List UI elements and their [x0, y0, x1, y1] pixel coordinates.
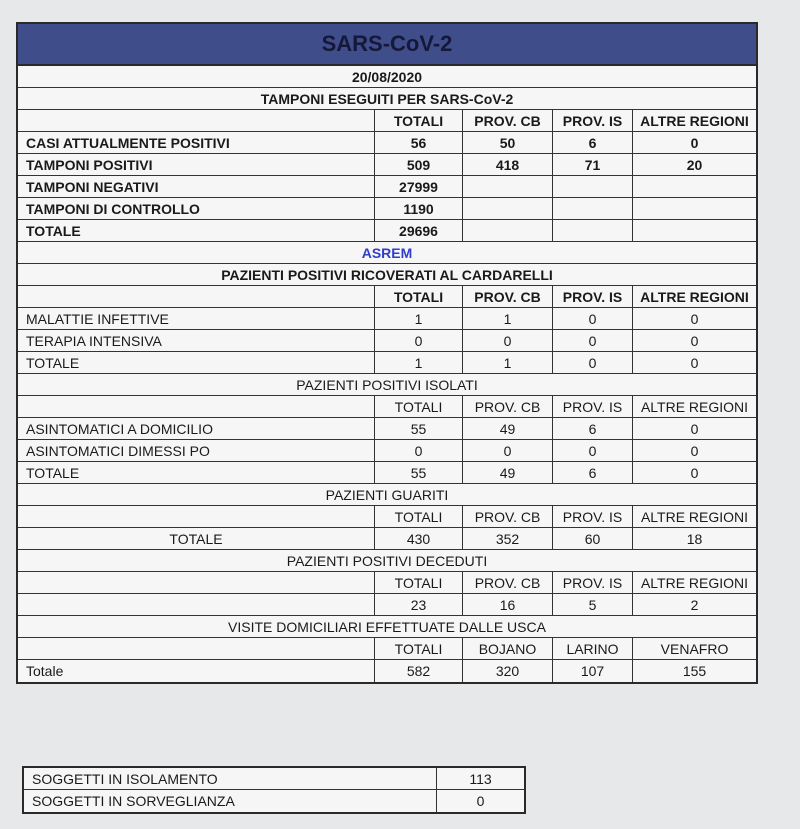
- table-row: [18, 330, 756, 352]
- covid-report-table: [16, 22, 758, 684]
- cell-is: 6: [552, 418, 632, 439]
- cell-cb: 1: [462, 308, 552, 329]
- cell-bojano: 320: [462, 660, 552, 682]
- cell-altre: [632, 198, 756, 219]
- cell-altre: 0: [632, 440, 756, 461]
- asrem-row: [18, 242, 756, 264]
- table-row: [18, 418, 756, 440]
- column-header-row: [18, 506, 756, 528]
- cell-totali: 29696: [374, 220, 462, 241]
- table-row: [18, 440, 756, 462]
- header-spacer: [18, 638, 374, 659]
- cell-is: [552, 176, 632, 197]
- section-heading: [18, 264, 756, 286]
- isolati-heading: PAZIENTI POSITIVI ISOLATI: [296, 376, 478, 393]
- cell-totali: 509: [374, 154, 462, 175]
- report-date: 20/08/2020: [351, 68, 423, 85]
- cell-is: [552, 198, 632, 219]
- header-spacer: [18, 286, 374, 307]
- col-header: PROV. IS: [552, 572, 632, 593]
- table-row: [24, 768, 524, 790]
- row-label: [18, 594, 374, 615]
- cell-is: [552, 220, 632, 241]
- cell-cb: 1: [462, 352, 552, 373]
- col-header: TOTALI: [374, 638, 462, 659]
- cell-totali: 0: [374, 330, 462, 351]
- col-header: ALTRE REGIONI: [632, 506, 756, 527]
- row-label: MALATTIE INFETTIVE: [26, 310, 169, 327]
- column-header-row: [18, 110, 756, 132]
- soggetti-table: [22, 766, 526, 814]
- cell-totali: 23: [374, 594, 462, 615]
- table-row: [18, 308, 756, 330]
- column-header-row: [18, 572, 756, 594]
- cell-totali: 55: [374, 462, 462, 483]
- deceduti-heading: PAZIENTI POSITIVI DECEDUTI: [286, 552, 488, 569]
- cell-altre: [632, 176, 756, 197]
- table-row: [18, 352, 756, 374]
- col-header: PROV. CB: [462, 110, 552, 131]
- col-header: ALTRE REGIONI: [632, 286, 756, 307]
- cell-altre: 0: [632, 352, 756, 373]
- asrem-label: ASREM: [361, 244, 413, 261]
- cell-altre: 18: [632, 528, 756, 549]
- row-label: TOTALE: [26, 354, 80, 371]
- col-header: TOTALI: [374, 110, 462, 131]
- table-row: [18, 176, 756, 198]
- cell-is: 0: [552, 440, 632, 461]
- table-row: [24, 790, 524, 812]
- header-spacer: [18, 506, 374, 527]
- cell-cb: 0: [462, 440, 552, 461]
- row-label: ASINTOMATICI DIMESSI PO: [26, 442, 210, 459]
- guariti-heading: PAZIENTI GUARITI: [325, 486, 449, 503]
- table-row: [18, 528, 756, 550]
- column-header-row: [18, 286, 756, 308]
- cell-is: 5: [552, 594, 632, 615]
- cell-is: 6: [552, 132, 632, 153]
- col-header: PROV. IS: [552, 396, 632, 417]
- col-header: TOTALI: [374, 396, 462, 417]
- col-header: PROV. CB: [462, 286, 552, 307]
- tamponi-heading: TAMPONI ESEGUITI PER SARS-CoV-2: [260, 90, 514, 107]
- section-heading: [18, 550, 756, 572]
- cell-cb: [462, 198, 552, 219]
- section-heading: [18, 484, 756, 506]
- cell-totali: 430: [374, 528, 462, 549]
- row-label: CASI ATTUALMENTE POSITIVI: [26, 134, 230, 151]
- table-row: [18, 660, 756, 682]
- row-label: TERAPIA INTENSIVA: [26, 332, 162, 349]
- table-row: [18, 132, 756, 154]
- table-row: [18, 594, 756, 616]
- cell-is: 0: [552, 308, 632, 329]
- cell-value: 113: [436, 768, 524, 789]
- cell-is: 6: [552, 462, 632, 483]
- row-label: TOTALE: [26, 222, 81, 239]
- cell-totali: 1: [374, 352, 462, 373]
- cell-cb: 49: [462, 462, 552, 483]
- cell-totali: 1190: [374, 198, 462, 219]
- column-header-row: [18, 638, 756, 660]
- row-label: TAMPONI POSITIVI: [26, 156, 153, 173]
- cell-altre: 0: [632, 330, 756, 351]
- col-header: BOJANO: [462, 638, 552, 659]
- row-label: TAMPONI NEGATIVI: [26, 178, 159, 195]
- cell-value: 0: [436, 790, 524, 812]
- cell-is: 71: [552, 154, 632, 175]
- header-spacer: [18, 396, 374, 417]
- cell-venafro: 155: [632, 660, 756, 682]
- cell-is: 0: [552, 352, 632, 373]
- col-header: ALTRE REGIONI: [632, 572, 756, 593]
- cell-totali: 0: [374, 440, 462, 461]
- cell-altre: 0: [632, 132, 756, 153]
- col-header: PROV. CB: [462, 506, 552, 527]
- cell-cb: [462, 220, 552, 241]
- header-spacer: [18, 110, 374, 131]
- row-label: SOGGETTI IN SORVEGLIANZA: [32, 793, 235, 809]
- col-header: PROV. IS: [552, 286, 632, 307]
- row-label: TOTALE: [169, 530, 223, 547]
- cell-larino: 107: [552, 660, 632, 682]
- date-row: [18, 66, 756, 88]
- cell-totali: 56: [374, 132, 462, 153]
- row-label: Totale: [26, 663, 64, 679]
- col-header: LARINO: [552, 638, 632, 659]
- table-row: [18, 198, 756, 220]
- cell-altre: 20: [632, 154, 756, 175]
- cell-is: 0: [552, 330, 632, 351]
- col-header: PROV. CB: [462, 396, 552, 417]
- cell-cb: 418: [462, 154, 552, 175]
- col-header: TOTALI: [374, 572, 462, 593]
- cell-cb: 50: [462, 132, 552, 153]
- col-header: PROV. CB: [462, 572, 552, 593]
- cell-cb: 16: [462, 594, 552, 615]
- usca-heading: VISITE DOMICILIARI EFFETTUATE DALLE USCA: [228, 618, 546, 635]
- row-label: TOTALE: [26, 464, 80, 481]
- column-header-row: [18, 396, 756, 418]
- cell-cb: 49: [462, 418, 552, 439]
- cell-cb: [462, 176, 552, 197]
- col-header: TOTALI: [374, 506, 462, 527]
- cell-is: 60: [552, 528, 632, 549]
- table-row: [18, 154, 756, 176]
- section-heading: [18, 88, 756, 110]
- cell-cb: 352: [462, 528, 552, 549]
- cell-altre: 0: [632, 418, 756, 439]
- col-header: TOTALI: [374, 286, 462, 307]
- col-header: ALTRE REGIONI: [632, 396, 756, 417]
- cell-totali: 27999: [374, 176, 462, 197]
- header-spacer: [18, 572, 374, 593]
- row-label: SOGGETTI IN ISOLAMENTO: [32, 770, 218, 787]
- cell-cb: 0: [462, 330, 552, 351]
- cell-totali: 582: [374, 660, 462, 682]
- cell-totali: 55: [374, 418, 462, 439]
- report-title: SARS-CoV-2: [18, 24, 756, 66]
- section-heading: [18, 616, 756, 638]
- section-heading: [18, 374, 756, 396]
- cell-altre: 0: [632, 462, 756, 483]
- table-row: [18, 220, 756, 242]
- row-label: TAMPONI DI CONTROLLO: [26, 200, 200, 217]
- ricoverati-heading: PAZIENTI POSITIVI RICOVERATI AL CARDARELLI: [221, 266, 553, 283]
- cell-altre: 2: [632, 594, 756, 615]
- cell-altre: [632, 220, 756, 241]
- cell-totali: 1: [374, 308, 462, 329]
- row-label: ASINTOMATICI A DOMICILIO: [26, 420, 213, 437]
- col-header: PROV. IS: [552, 110, 632, 131]
- col-header: PROV. IS: [552, 506, 632, 527]
- col-header: VENAFRO: [632, 638, 756, 659]
- table-row: [18, 462, 756, 484]
- cell-altre: 0: [632, 308, 756, 329]
- col-header: ALTRE REGIONI: [632, 110, 756, 131]
